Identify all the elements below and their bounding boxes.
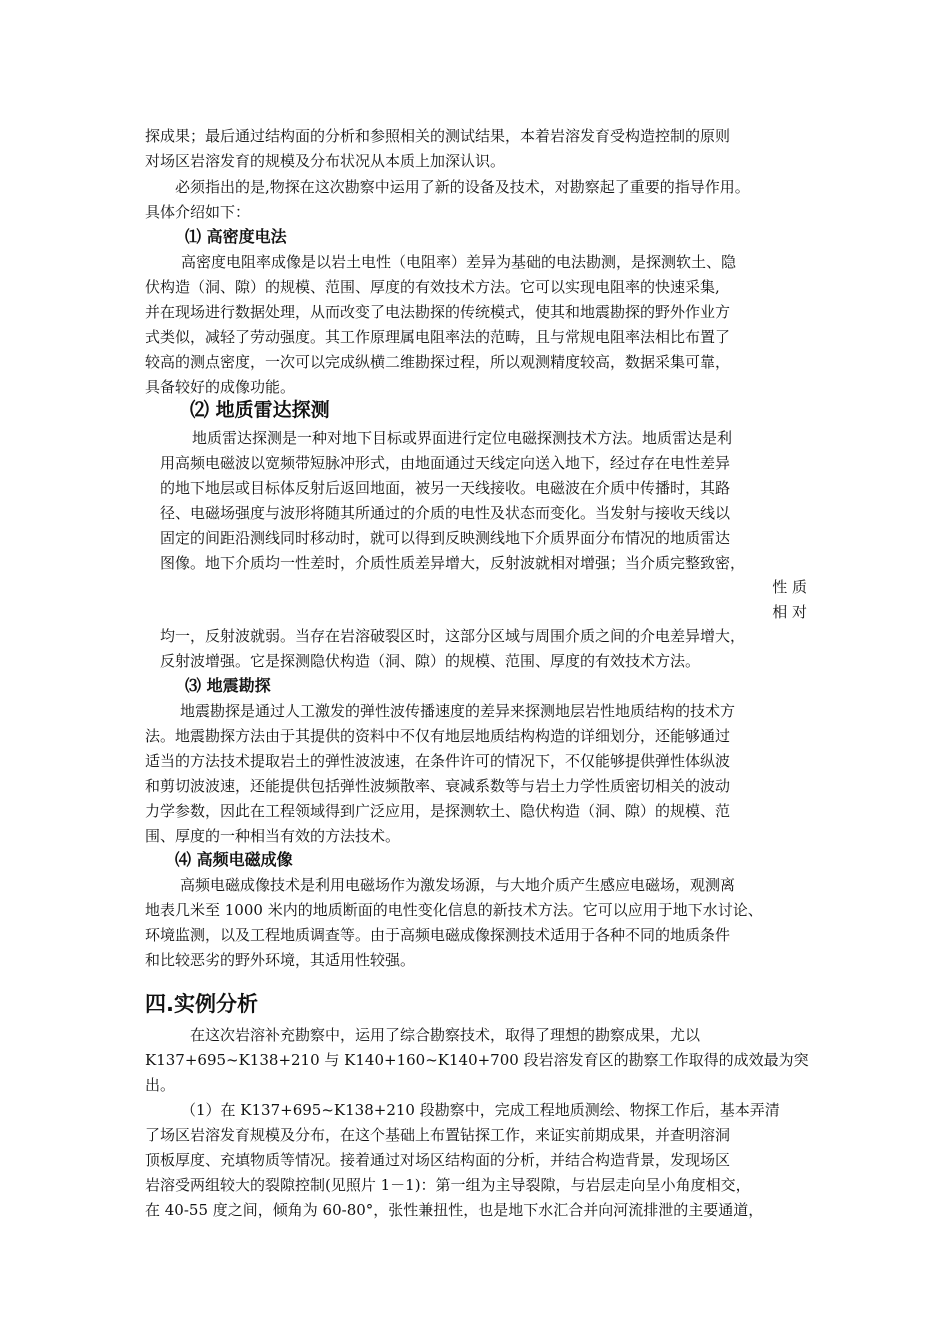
section-heading-case-analysis: 四.实例分析 (145, 992, 258, 1016)
paragraph-line: 围、厚度的一种相当有效的方法技术。 (145, 827, 401, 845)
paragraph-line: 用高频电磁波以宽频带短脉冲形式，由地面通过天线定向送入地下，经过存在电性差异 (160, 454, 731, 472)
paragraph-line: 岩溶受两组较大的裂隙控制(见照片 1－1)：第一组为主导裂隙，与岩层走向呈小角度相交， (145, 1176, 751, 1194)
paragraph-line: 均一，反射波就弱。当存在岩溶破裂区时，这部分区域与周围介质之间的介电差异增大， (160, 627, 746, 645)
paragraph-line: 探成果；最后通过结构面的分析和参照相关的测试结果，本着岩溶发育受构造控制的原则 (145, 127, 731, 145)
paragraph-line: 相 对 (772, 603, 807, 621)
subheading-high-density-resistivity: ⑴ 高密度电法 (185, 227, 287, 246)
paragraph-line: 高频电磁成像技术是利用电磁场作为激发场源，与大地介质产生感应电磁场，观测离 (180, 876, 736, 894)
paragraph-line: 力学参数，因此在工程领域得到广泛应用，是探测软土、隐伏构造（洞、隙）的规模、范 (145, 802, 731, 820)
paragraph-line: 并在现场进行数据处理，从而改变了电法勘探的传统模式，使其和地震勘探的野外作业方 (145, 303, 731, 321)
paragraph-line: 地质雷达探测是一种对地下目标或界面进行定位电磁探测技术方法。地质雷达是利 (192, 429, 733, 447)
paragraph-line: 径、电磁场强度与波形将随其所通过的介质的电性及状态而变化。当发射与接收天线以 (160, 504, 731, 522)
paragraph-line: 固定的间距沿测线同时移动时，就可以得到反映测线地下介质界面分布情况的地质雷达 (160, 529, 731, 547)
paragraph-line: 和剪切波波速，还能提供包括弹性波频散率、衰减系数等与岩土力学性质密切相关的波动 (145, 777, 731, 795)
paragraph-line: 法。地震勘探方法由于其提供的资料中不仅有地层地质结构构造的详细划分，还能够通过 (145, 727, 731, 745)
paragraph-line: 在 40-55 度之间，倾角为 60-80°，张性兼扭性，也是地下水汇合并向河流排泄的主要通道， (145, 1201, 764, 1219)
subheading-seismic: ⑶ 地震勘探 (185, 676, 271, 695)
subheading-ground-radar: ⑵ 地质雷达探测 (190, 399, 330, 421)
paragraph-line: 在这次岩溶补充勘察中，运用了综合勘察技术，取得了理想的勘察成果，尤以 (190, 1026, 701, 1044)
paragraph-line: 伏构造（洞、隙）的规模、范围、厚度的有效技术方法。它可以实现电阻率的快速采集, (145, 278, 720, 296)
paragraph-line: 地表几米至 1000 米内的地质断面的电性变化信息的新技术方法。它可以应用于地下水讨论、 (145, 901, 763, 919)
paragraph-line: 的地下地层或目标体反射后返回地面，被另一天线接收。电磁波在介质中传播时，其路 (160, 479, 731, 497)
paragraph-line: 顶板厚度、充填物质等情况。接着通过对场区结构面的分析，并结合构造背景，发现场区 (145, 1151, 731, 1169)
paragraph-line: 高密度电阻率成像是以岩土电性（电阻率）差异为基础的电法勘测，是探测软土、隐 (181, 253, 737, 271)
paragraph-line: 反射波增强。它是探测隐伏构造（洞、隙）的规模、范围、厚度的有效技术方法。 (160, 652, 701, 670)
paragraph-line: 适当的方法技术提取岩土的弹性波波速，在条件许可的情况下，不仅能够提供弹性体纵波 (145, 752, 731, 770)
paragraph-line: 图像。地下介质均一性差时，介质性质差异增大，反射波就相对增强；当介质完整致密， (160, 554, 746, 572)
paragraph-line: 环境监测，以及工程地质调查等。由于高频电磁成像探测技术适用于各种不同的地质条件 (145, 926, 731, 944)
paragraph-line: K137+695~K138+210 与 K140+160~K140+700 段岩溶发育区的勘察工作取得的成效最为突 (145, 1051, 809, 1069)
paragraph-line: 对场区岩溶发育的规模及分布状况从本质上加深认识。 (145, 152, 506, 170)
paragraph-line: 和比较恶劣的野外环境，其适用性较强。 (145, 951, 416, 969)
paragraph-line: 具体介绍如下： (145, 203, 251, 221)
subheading-hf-em-imaging: ⑷ 高频电磁成像 (175, 850, 293, 869)
paragraph-line: 较高的测点密度，一次可以完成纵横二维勘探过程，所以观测精度较高，数据采集可靠， (145, 353, 731, 371)
paragraph-line: 具备较好的成像功能。 (145, 378, 296, 396)
paragraph-line: 性 质 (772, 578, 807, 596)
paragraph-line: 了场区岩溶发育规模及分布，在这个基础上布置钻探工作，来证实前期成果，并查明溶洞 (145, 1126, 731, 1144)
paragraph-line: 必须指出的是,物探在这次勘察中运用了新的设备及技术，对勘察起了重要的指导作用。 (175, 178, 750, 196)
paragraph-line: 式类似，减轻了劳动强度。其工作原理属电阻率法的范畴，且与常规电阻率法相比布置了 (145, 328, 731, 346)
paragraph-line: 地震勘探是通过人工激发的弹性波传播速度的差异来探测地层岩性地质结构的技术方 (180, 702, 736, 720)
paragraph-line: 出。 (145, 1076, 176, 1094)
paragraph-line: （1）在 K137+695~K138+210 段勘察中，完成工程地质测绘、物探工作后，基本弄清 (181, 1101, 780, 1119)
